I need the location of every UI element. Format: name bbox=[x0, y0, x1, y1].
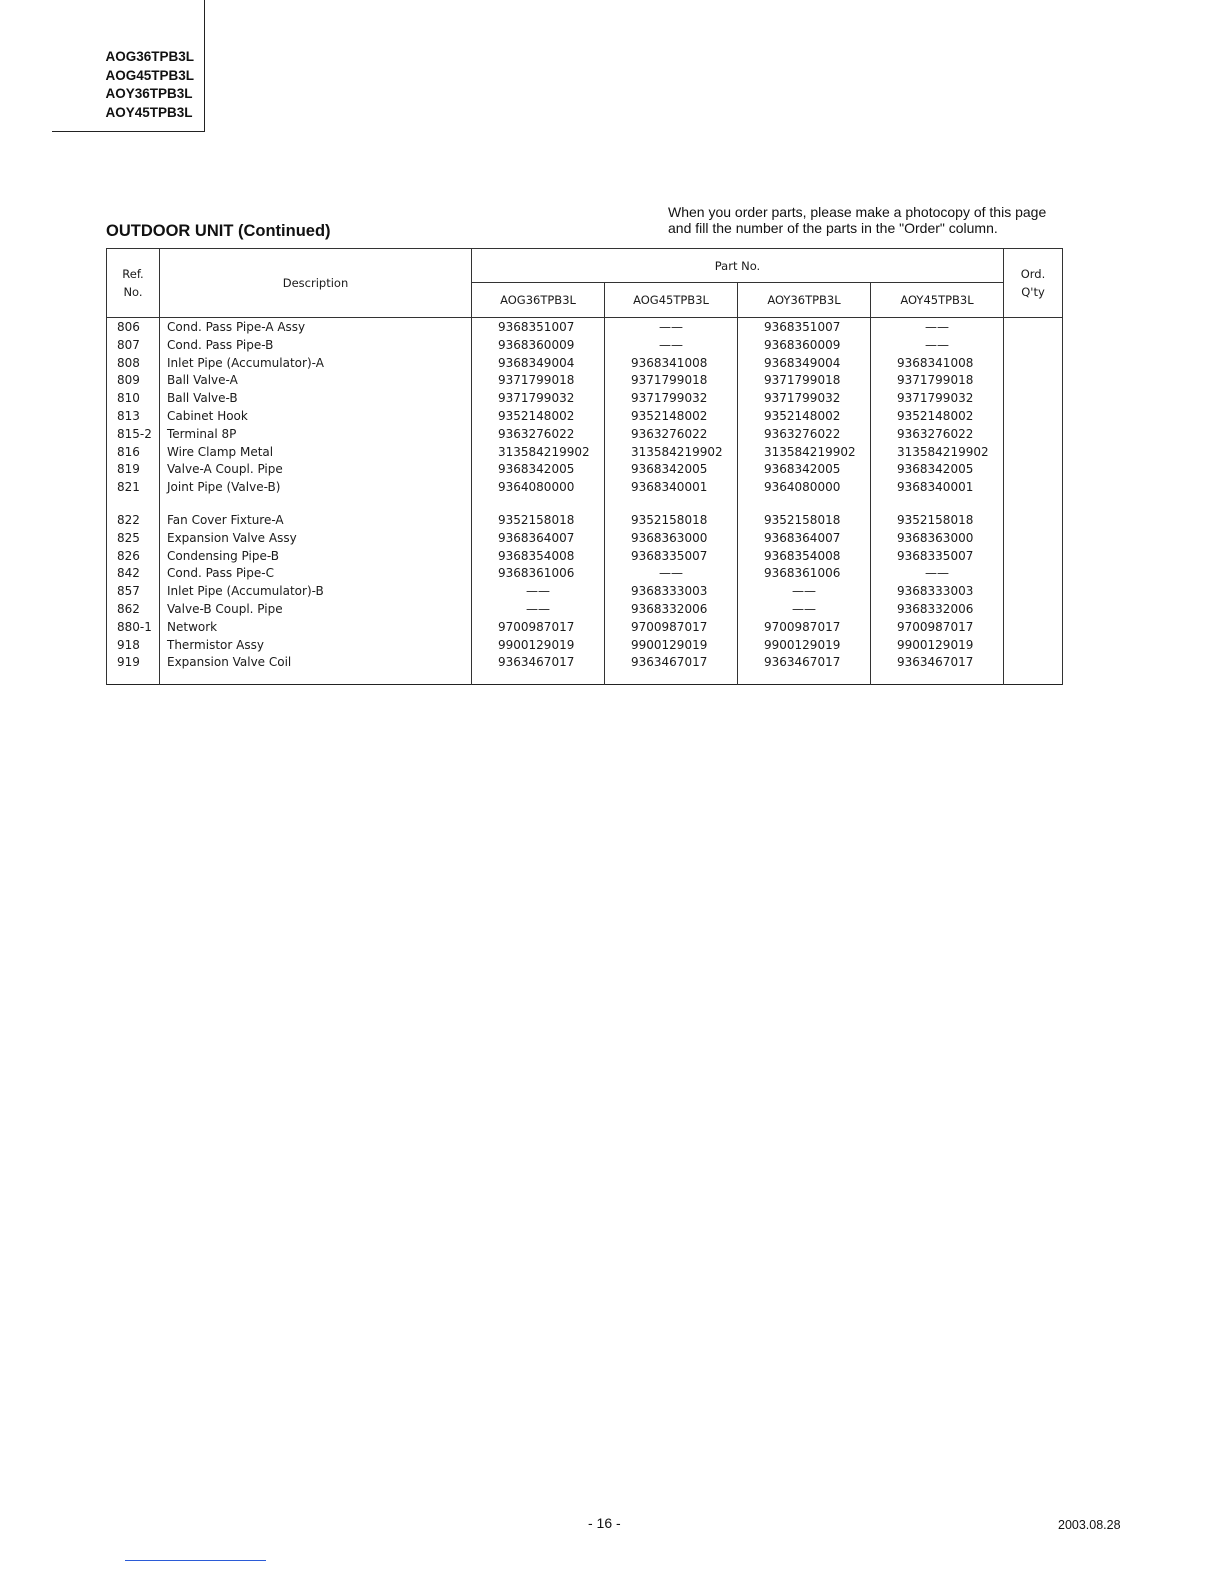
part-no-cell: 9371799032 bbox=[472, 390, 605, 408]
part-no-cell: 9900129019 bbox=[738, 637, 871, 655]
description-cell: Fan Cover Fixture-A bbox=[160, 512, 472, 530]
order-qty-cell[interactable] bbox=[1004, 601, 1063, 619]
header-order-qty bbox=[1004, 249, 1063, 318]
order-qty-cell[interactable] bbox=[1004, 390, 1063, 408]
part-no-cell: 9368354008 bbox=[738, 548, 871, 566]
part-no-cell: 313584219902 bbox=[738, 444, 871, 462]
table-row bbox=[107, 444, 1063, 462]
description-cell: Cond. Pass Pipe-A Assy bbox=[160, 318, 472, 337]
order-qty-cell[interactable] bbox=[1004, 426, 1063, 444]
part-no-cell: 9368335007 bbox=[605, 548, 738, 566]
part-no-cell: 313584219902 bbox=[472, 444, 605, 462]
part-no-cell: 9363276022 bbox=[738, 426, 871, 444]
part-no-cell: 9368361006 bbox=[472, 565, 605, 583]
ref-no-cell: 880-1 bbox=[107, 619, 160, 637]
header-model: AOG36TPB3L bbox=[472, 283, 605, 318]
parts-table bbox=[106, 248, 1063, 685]
header-ref-line: Ref. bbox=[122, 267, 144, 281]
part-no-cell: 9700987017 bbox=[605, 619, 738, 637]
part-no-cell: 9364080000 bbox=[472, 479, 605, 512]
model-header-box bbox=[52, 0, 205, 132]
description-cell: Expansion Valve Assy bbox=[160, 530, 472, 548]
description-cell: Ball Valve-B bbox=[160, 390, 472, 408]
part-no-cell: 9900129019 bbox=[472, 637, 605, 655]
order-qty-cell[interactable] bbox=[1004, 444, 1063, 462]
part-no-cell: 9368340001 bbox=[871, 479, 1004, 512]
ref-no-cell: 819 bbox=[107, 461, 160, 479]
table-row bbox=[107, 426, 1063, 444]
part-no-cell: 9368332006 bbox=[871, 601, 1004, 619]
table-row bbox=[107, 355, 1063, 373]
table-row bbox=[107, 619, 1063, 637]
part-no-cell: 9352148002 bbox=[871, 408, 1004, 426]
table-row bbox=[107, 318, 1063, 337]
header-model: AOY36TPB3L bbox=[738, 283, 871, 318]
part-no-cell: 9368360009 bbox=[472, 337, 605, 355]
ref-no-cell: 918 bbox=[107, 637, 160, 655]
header-description: Description bbox=[160, 249, 472, 318]
part-no-cell: 9368349004 bbox=[472, 355, 605, 373]
part-no-cell: 9352158018 bbox=[605, 512, 738, 530]
header-ref-no bbox=[107, 249, 160, 318]
ref-no-cell: 825 bbox=[107, 530, 160, 548]
part-no-cell: 9700987017 bbox=[871, 619, 1004, 637]
page-date: 2003.08.28 bbox=[1058, 1518, 1121, 1532]
part-no-cell: 9368360009 bbox=[738, 337, 871, 355]
part-no-cell: 9368363000 bbox=[605, 530, 738, 548]
model-name: AOG45TPB3L bbox=[105, 67, 194, 83]
table-row bbox=[107, 479, 1063, 512]
ref-no-cell: 810 bbox=[107, 390, 160, 408]
part-no-cell: 9352148002 bbox=[738, 408, 871, 426]
table-row bbox=[107, 461, 1063, 479]
ref-no-cell: 809 bbox=[107, 372, 160, 390]
part-no-cell: 9352158018 bbox=[738, 512, 871, 530]
table-row bbox=[107, 390, 1063, 408]
ref-no-cell: 826 bbox=[107, 548, 160, 566]
table-row bbox=[107, 565, 1063, 583]
order-qty-cell[interactable] bbox=[1004, 583, 1063, 601]
ref-no-cell: 822 bbox=[107, 512, 160, 530]
part-no-cell: 9371799032 bbox=[605, 390, 738, 408]
ref-no-cell: 842 bbox=[107, 565, 160, 583]
page-number: - 16 - bbox=[588, 1515, 621, 1531]
part-no-cell: —— bbox=[871, 337, 1004, 355]
model-name: AOG36TPB3L bbox=[105, 49, 194, 64]
order-qty-cell[interactable] bbox=[1004, 318, 1063, 337]
part-no-cell: 9700987017 bbox=[738, 619, 871, 637]
part-no-cell: 313584219902 bbox=[605, 444, 738, 462]
part-no-cell: 9363276022 bbox=[871, 426, 1004, 444]
part-no-cell: 9368332006 bbox=[605, 601, 738, 619]
order-qty-cell[interactable] bbox=[1004, 372, 1063, 390]
part-no-cell: —— bbox=[605, 565, 738, 583]
description-cell: Cabinet Hook bbox=[160, 408, 472, 426]
description-cell: Cond. Pass Pipe-C bbox=[160, 565, 472, 583]
order-qty-cell[interactable] bbox=[1004, 530, 1063, 548]
order-qty-cell[interactable] bbox=[1004, 548, 1063, 566]
table-row bbox=[107, 337, 1063, 355]
bottom-link-underline bbox=[125, 1560, 266, 1561]
header-qty-line: Ord. bbox=[1020, 267, 1046, 281]
part-no-cell: —— bbox=[738, 601, 871, 619]
part-no-cell: 9371799032 bbox=[738, 390, 871, 408]
part-no-cell: 9368342005 bbox=[738, 461, 871, 479]
order-note bbox=[668, 204, 1046, 236]
part-no-cell: 9352158018 bbox=[871, 512, 1004, 530]
part-no-cell: —— bbox=[871, 565, 1004, 583]
part-no-cell: 9700987017 bbox=[472, 619, 605, 637]
part-no-cell: 9368361006 bbox=[738, 565, 871, 583]
part-no-cell: 9352158018 bbox=[472, 512, 605, 530]
table-row bbox=[107, 601, 1063, 619]
description-cell: Ball Valve-A bbox=[160, 372, 472, 390]
part-no-cell: 9368341008 bbox=[605, 355, 738, 373]
part-no-cell: 9368349004 bbox=[738, 355, 871, 373]
model-list bbox=[105, 48, 194, 122]
part-no-cell: —— bbox=[738, 583, 871, 601]
description-cell: Cond. Pass Pipe-B bbox=[160, 337, 472, 355]
description-cell: Thermistor Assy bbox=[160, 637, 472, 655]
part-no-cell: 9368363000 bbox=[871, 530, 1004, 548]
section-title: OUTDOOR UNIT (Continued) bbox=[106, 222, 331, 240]
part-no-cell: 9368351007 bbox=[738, 318, 871, 337]
order-qty-cell[interactable] bbox=[1004, 512, 1063, 530]
table-row bbox=[107, 512, 1063, 530]
part-no-cell: 9371799032 bbox=[871, 390, 1004, 408]
description-cell: Valve-B Coupl. Pipe bbox=[160, 601, 472, 619]
part-no-cell: 9368333003 bbox=[605, 583, 738, 601]
part-no-cell: 9352148002 bbox=[472, 408, 605, 426]
model-name: AOY45TPB3L bbox=[105, 104, 193, 120]
header-model: AOY45TPB3L bbox=[871, 283, 1004, 318]
part-no-cell: 9371799018 bbox=[871, 372, 1004, 390]
part-no-cell: 9371799018 bbox=[605, 372, 738, 390]
header-ref-line: No. bbox=[123, 285, 143, 299]
part-no-cell: 9368342005 bbox=[472, 461, 605, 479]
part-no-cell: 9371799018 bbox=[472, 372, 605, 390]
ref-no-cell: 815-2 bbox=[107, 426, 160, 444]
part-no-cell: 9368342005 bbox=[605, 461, 738, 479]
order-note-line: and fill the number of the parts in the "Order" column. bbox=[668, 220, 998, 236]
order-note-line: When you order parts, please make a photocopy of this page bbox=[668, 204, 1047, 220]
order-qty-cell[interactable] bbox=[1004, 654, 1063, 684]
order-qty-cell[interactable] bbox=[1004, 408, 1063, 426]
description-cell: Terminal 8P bbox=[160, 426, 472, 444]
parts-table-body bbox=[107, 318, 1063, 685]
ref-no-cell: 821 bbox=[107, 479, 160, 512]
table-row bbox=[107, 654, 1063, 684]
header-qty-line: Q'ty bbox=[1021, 285, 1045, 299]
table-row bbox=[107, 637, 1063, 655]
order-qty-cell[interactable] bbox=[1004, 479, 1063, 512]
description-cell: Expansion Valve Coil bbox=[160, 654, 472, 684]
part-no-cell: 9363467017 bbox=[738, 654, 871, 684]
part-no-cell: —— bbox=[871, 318, 1004, 337]
ref-no-cell: 919 bbox=[107, 654, 160, 684]
order-qty-cell[interactable] bbox=[1004, 355, 1063, 373]
header-part-no: Part No. bbox=[472, 249, 1004, 283]
description-cell: Condensing Pipe-B bbox=[160, 548, 472, 566]
part-no-cell: —— bbox=[605, 318, 738, 337]
part-no-cell: 9368340001 bbox=[605, 479, 738, 512]
part-no-cell: 9368341008 bbox=[871, 355, 1004, 373]
part-no-cell: 9368351007 bbox=[472, 318, 605, 337]
part-no-cell: 9363276022 bbox=[472, 426, 605, 444]
part-no-cell: 9363467017 bbox=[871, 654, 1004, 684]
table-row bbox=[107, 548, 1063, 566]
ref-no-cell: 862 bbox=[107, 601, 160, 619]
description-cell: Joint Pipe (Valve-B) bbox=[160, 479, 472, 512]
order-qty-cell[interactable] bbox=[1004, 565, 1063, 583]
description-cell: Wire Clamp Metal bbox=[160, 444, 472, 462]
part-no-cell: 9363467017 bbox=[605, 654, 738, 684]
part-no-cell: 9900129019 bbox=[605, 637, 738, 655]
part-no-cell: 9368342005 bbox=[871, 461, 1004, 479]
part-no-cell: 9363467017 bbox=[472, 654, 605, 684]
part-no-cell: —— bbox=[472, 583, 605, 601]
table-row bbox=[107, 530, 1063, 548]
model-name: AOY36TPB3L bbox=[105, 86, 193, 101]
ref-no-cell: 807 bbox=[107, 337, 160, 355]
ref-no-cell: 857 bbox=[107, 583, 160, 601]
table-row bbox=[107, 583, 1063, 601]
part-no-cell: 9368335007 bbox=[871, 548, 1004, 566]
part-no-cell: 9352148002 bbox=[605, 408, 738, 426]
description-cell: Network bbox=[160, 619, 472, 637]
description-cell: Valve-A Coupl. Pipe bbox=[160, 461, 472, 479]
part-no-cell: 9368354008 bbox=[472, 548, 605, 566]
ref-no-cell: 813 bbox=[107, 408, 160, 426]
part-no-cell: 9368364007 bbox=[738, 530, 871, 548]
part-no-cell: 9368364007 bbox=[472, 530, 605, 548]
part-no-cell: —— bbox=[472, 601, 605, 619]
order-qty-cell[interactable] bbox=[1004, 461, 1063, 479]
ref-no-cell: 808 bbox=[107, 355, 160, 373]
header-model: AOG45TPB3L bbox=[605, 283, 738, 318]
part-no-cell: 9900129019 bbox=[871, 637, 1004, 655]
part-no-cell: 9364080000 bbox=[738, 479, 871, 512]
part-no-cell: 9368333003 bbox=[871, 583, 1004, 601]
table-row bbox=[107, 408, 1063, 426]
order-qty-cell[interactable] bbox=[1004, 337, 1063, 355]
description-cell: Inlet Pipe (Accumulator)-A bbox=[160, 355, 472, 373]
order-qty-cell[interactable] bbox=[1004, 637, 1063, 655]
part-no-cell: 9371799018 bbox=[738, 372, 871, 390]
order-qty-cell[interactable] bbox=[1004, 619, 1063, 637]
part-no-cell: —— bbox=[605, 337, 738, 355]
ref-no-cell: 816 bbox=[107, 444, 160, 462]
ref-no-cell: 806 bbox=[107, 318, 160, 337]
part-no-cell: 313584219902 bbox=[871, 444, 1004, 462]
part-no-cell: 9363276022 bbox=[605, 426, 738, 444]
description-cell: Inlet Pipe (Accumulator)-B bbox=[160, 583, 472, 601]
table-row bbox=[107, 372, 1063, 390]
